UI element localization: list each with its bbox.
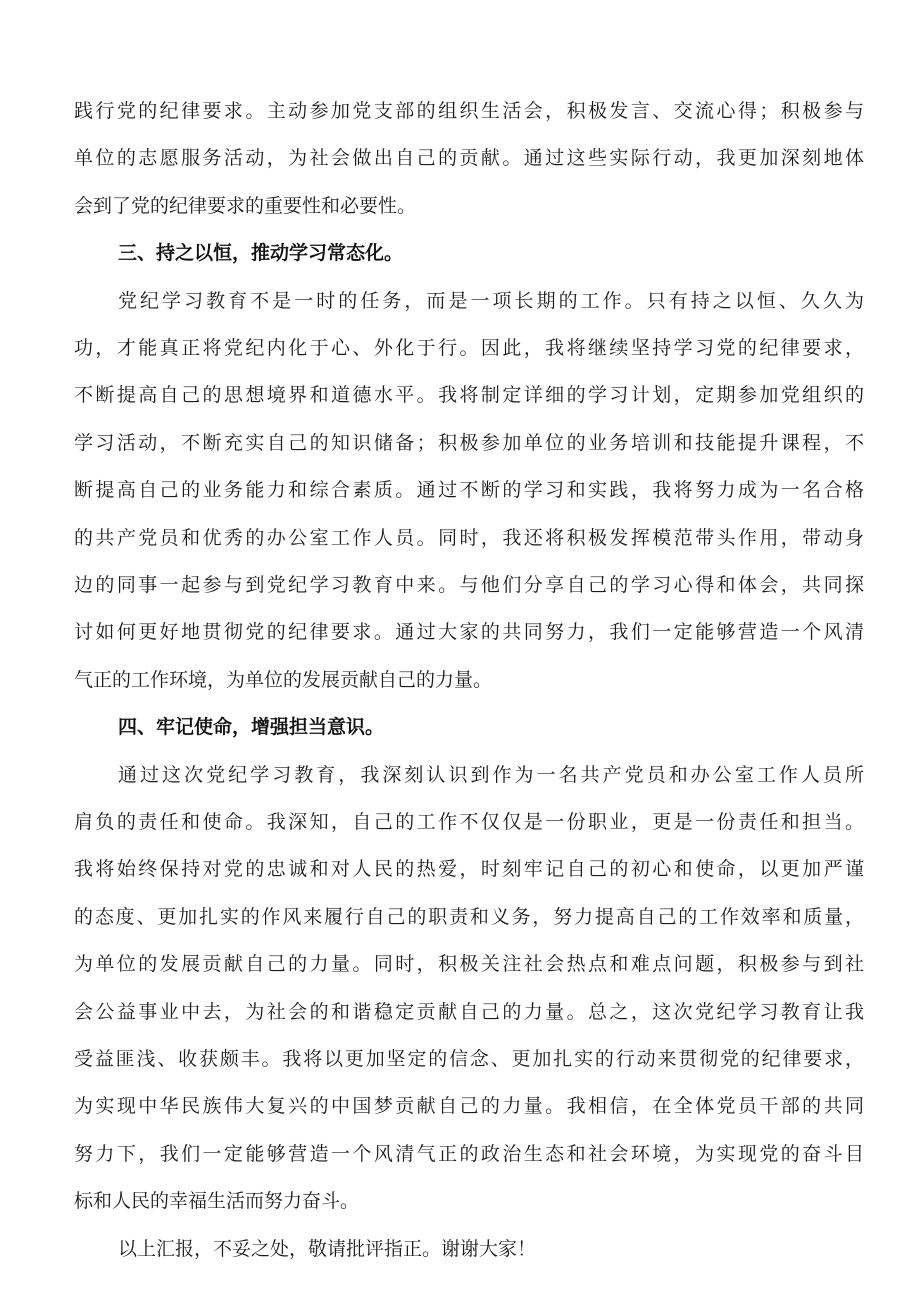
paragraph-line: 践行党的纪律要求。主动参加党支部的组织生活会，积极发言、交流心得；积极参与 <box>74 100 864 122</box>
paragraph-line: 的共产党员和优秀的办公室工作人员。同时，我还将积极发挥模范带头作用，带动身 <box>74 527 864 549</box>
paragraph-line: 会到了党的纪律要求的重要性和必要性。 <box>74 195 417 217</box>
paragraph-line: 不断提高自己的思想境界和道德水平。我将制定详细的学习计划，定期参加党组织的 <box>74 384 864 406</box>
paragraph-line: 以上汇报，不妥之处，敬请批评指正。谢谢大家！ <box>118 1238 537 1260</box>
paragraph-line: 党纪学习教育不是一时的任务，而是一项长期的工作。只有持之以恒、久久为 <box>118 290 864 312</box>
paragraph-line: 标和人民的幸福生活而努力奋斗。 <box>74 1190 360 1212</box>
section-heading: 三、持之以恒，推动学习常态化。 <box>118 242 404 264</box>
paragraph-line: 边的同事一起参与到党纪学习教育中来。与他们分享自己的学习心得和体会，共同探 <box>74 574 864 596</box>
paragraph-line: 的态度、更加扎实的作风来履行自己的职责和义务，努力提高自己的工作效率和质量， <box>74 906 864 928</box>
paragraph-line: 通过这次党纪学习教育，我深刻认识到作为一名共产党员和办公室工作人员所 <box>118 764 864 786</box>
paragraph-line: 单位的志愿服务活动，为社会做出自己的贡献。通过这些实际行动，我更加深刻地体 <box>74 147 864 169</box>
section-heading: 四、牢记使命，增强担当意识。 <box>118 716 385 738</box>
paragraph-line: 气正的工作环境，为单位的发展贡献自己的力量。 <box>74 669 493 691</box>
paragraph-line: 我将始终保持对党的忠诚和对人民的热爱，时刻牢记自己的初心和使命，以更加严谨 <box>74 858 864 880</box>
paragraph-line: 会公益事业中去，为社会的和谐稳定贡献自己的力量。总之，这次党纪学习教育让我 <box>74 1001 864 1023</box>
paragraph-line: 努力下，我们一定能够营造一个风清气正的政治生态和社会环境，为实现党的奋斗目 <box>74 1143 864 1165</box>
paragraph-line: 肩负的责任和使命。我深知，自己的工作不仅仅是一份职业，更是一份责任和担当。 <box>74 811 864 833</box>
paragraph-line: 断提高自己的业务能力和综合素质。通过不断的学习和实践，我将努力成为一名合格 <box>74 479 864 501</box>
paragraph-line: 受益匪浅、收获颇丰。我将以更加坚定的信念、更加扎实的行动来贯彻党的纪律要求， <box>74 1048 864 1070</box>
paragraph-line: 为实现中华民族伟大复兴的中国梦贡献自己的力量。我相信，在全体党员干部的共同 <box>74 1095 864 1117</box>
paragraph-line: 学习活动，不断充实自己的知识储备；积极参加单位的业务培训和技能提升课程，不 <box>74 432 864 454</box>
paragraph-line: 讨如何更好地贯彻党的纪律要求。通过大家的共同努力，我们一定能够营造一个风清 <box>74 621 864 643</box>
paragraph-line: 功，才能真正将党纪内化于心、外化于行。因此，我将继续坚持学习党的纪律要求， <box>74 337 864 359</box>
paragraph-line: 为单位的发展贡献自己的力量。同时，积极关注社会热点和难点问题，积极参与到社 <box>74 953 864 975</box>
